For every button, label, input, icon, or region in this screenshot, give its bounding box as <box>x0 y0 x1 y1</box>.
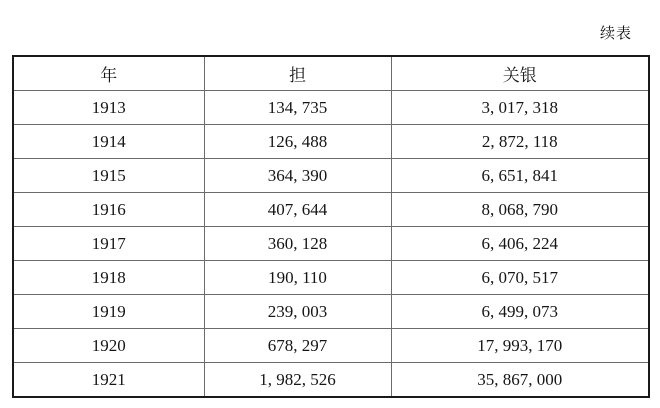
table-cell: 1913 <box>13 91 204 125</box>
data-table <box>12 55 650 398</box>
table-cell: 8, 068, 790 <box>391 193 649 227</box>
table-body <box>13 91 649 398</box>
table-row <box>13 295 649 329</box>
table-row <box>13 125 649 159</box>
table-cell: 239, 003 <box>204 295 391 329</box>
table-row <box>13 227 649 261</box>
table-row <box>13 261 649 295</box>
table-cell: 1920 <box>13 329 204 363</box>
table-row <box>13 329 649 363</box>
table-cell: 360, 128 <box>204 227 391 261</box>
table-cell: 1919 <box>13 295 204 329</box>
column-header-customs-silver: 关银 <box>391 56 649 91</box>
table-cell: 1915 <box>13 159 204 193</box>
column-header-year: 年 <box>13 56 204 91</box>
table-row <box>13 91 649 125</box>
table-cell: 6, 499, 073 <box>391 295 649 329</box>
table-cell: 1, 982, 526 <box>204 363 391 398</box>
table-cell: 2, 872, 118 <box>391 125 649 159</box>
table-cell: 190, 110 <box>204 261 391 295</box>
table-cell: 134, 735 <box>204 91 391 125</box>
table-row <box>13 193 649 227</box>
table-cell: 1918 <box>13 261 204 295</box>
table-cell: 364, 390 <box>204 159 391 193</box>
column-header-picul: 担 <box>204 56 391 91</box>
table-cell: 17, 993, 170 <box>391 329 649 363</box>
table-cell: 6, 651, 841 <box>391 159 649 193</box>
table-cell: 6, 406, 224 <box>391 227 649 261</box>
table-cell: 407, 644 <box>204 193 391 227</box>
table-cell: 1917 <box>13 227 204 261</box>
table-row <box>13 159 649 193</box>
table-row <box>13 363 649 398</box>
table-cell: 6, 070, 517 <box>391 261 649 295</box>
table-cell: 1921 <box>13 363 204 398</box>
table-cell: 35, 867, 000 <box>391 363 649 398</box>
continued-table-label: 续表 <box>599 26 632 42</box>
table-cell: 1916 <box>13 193 204 227</box>
table-cell: 3, 017, 318 <box>391 91 649 125</box>
table-cell: 1914 <box>13 125 204 159</box>
table-cell: 126, 488 <box>204 125 391 159</box>
table-cell: 678, 297 <box>204 329 391 363</box>
header-row <box>13 56 649 91</box>
